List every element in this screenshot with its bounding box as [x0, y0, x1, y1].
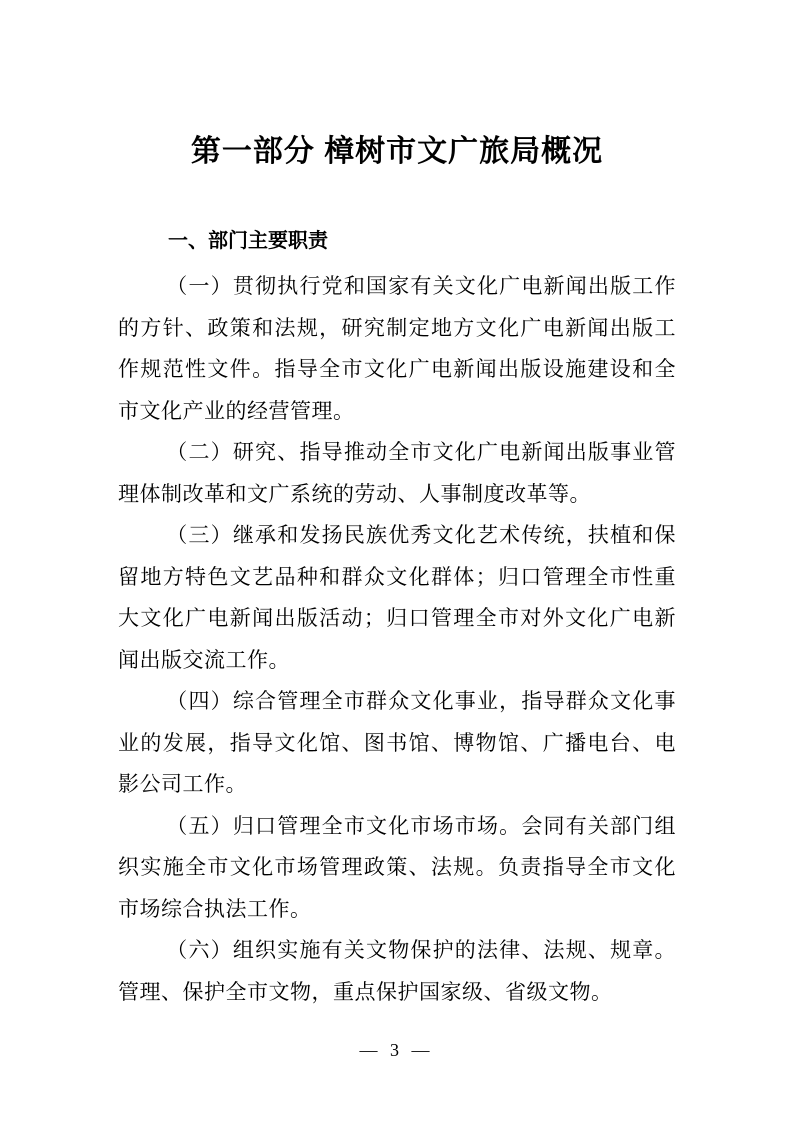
- paragraph-2: （二）研究、指导推动全市文化广电新闻出版事业管理体制改革和文广系统的劳动、人事制度改革等。: [118, 440, 676, 506]
- paragraph-3: （三）继承和发扬民族优秀文化艺术传统，扶植和保留地方特色文艺品种和群众文化群体；归口管理全市性重大文化广电新闻出版活动；归口管理全市对外文化广电新闻出版交流工作。: [118, 523, 676, 672]
- paragraph-5: （五）归口管理全市文化市场市场。会同有关部门组织实施全市文化市场管理政策、法规。负责指导全市文化市场综合执法工作。: [118, 813, 676, 921]
- body-text: [118, 266, 676, 1013]
- document-content: [118, 0, 676, 1013]
- paragraph-4: （四）综合管理全市群众文化事业，指导群众文化事业的发展，指导文化馆、图书馆、博物馆、广播电台、电影公司工作。: [118, 689, 676, 796]
- page-title: 第一部分 樟树市文广旅局概况: [190, 135, 604, 168]
- section-heading: 一、部门主要职责: [168, 230, 328, 252]
- paragraph-1: （一）贯彻执行党和国家有关文化广电新闻出版工作的方针、政策和法规，研究制定地方文化广电新闻出版工作规范性文件。指导全市文化广电新闻出版设施建设和全市文化产业的经营管理。: [118, 274, 676, 423]
- paragraph-6: （六）组织实施有关文物保护的法律、法规、规章。管理、保护全市文物，重点保护国家级、省级文物。: [118, 938, 676, 1004]
- page-number: — 3 —: [359, 1040, 434, 1060]
